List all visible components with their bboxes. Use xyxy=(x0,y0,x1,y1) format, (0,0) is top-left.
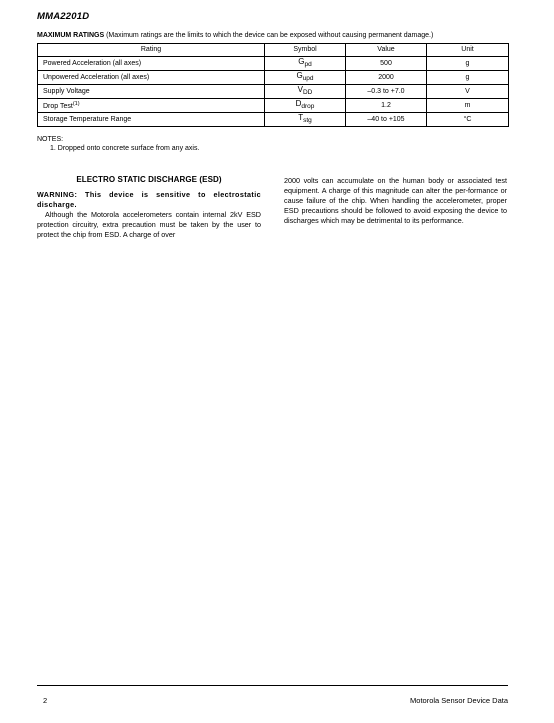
cell-unit: g xyxy=(427,71,509,85)
footer-divider xyxy=(37,685,508,686)
esd-paragraph-right: 2000 volts can accumulate on the human body or associated test equipment. A charge of this magnitude can alter the per-formance or cause failure of the chip. When handling the accelerometer, proper ESD precautions should be followed to avoid exposing the device to discharges which may be detrimental to its performance. xyxy=(284,176,507,226)
symbol-main: V xyxy=(297,85,303,94)
symbol-main: D xyxy=(295,99,302,108)
table-header-row xyxy=(38,44,509,57)
table-row xyxy=(38,57,509,71)
footer-document-title: Motorola Sensor Device Data xyxy=(410,696,508,705)
table-caption xyxy=(37,32,517,39)
symbol-main: G xyxy=(296,71,303,80)
cell-unit: g xyxy=(427,57,509,71)
table-caption-note: (Maximum ratings are the limits to which the device can be exposed without causing permanent damage.) xyxy=(104,32,434,39)
rating-text: Drop Test xyxy=(43,103,73,110)
header-value: Value xyxy=(346,44,427,57)
symbol-subscript: DD xyxy=(302,89,313,96)
symbol-main: T xyxy=(298,113,304,122)
esd-paragraph-left: Although the Motorola accelerometers contain internal 2kV ESD protection circuitry, extra precaution must be taken by the user to protect the chip from ESD. A charge of over xyxy=(37,210,261,240)
table-row xyxy=(38,99,509,113)
cell-unit: m xyxy=(427,99,509,113)
footer-page-number: 2 xyxy=(43,696,48,705)
esd-section-right-column xyxy=(284,176,507,226)
notes-label: NOTES: xyxy=(37,136,64,143)
maximum-ratings-table xyxy=(37,43,509,127)
footnote-reference: (1) xyxy=(72,101,80,107)
note-item: 1. Dropped onto concrete surface from any axis. xyxy=(50,145,200,152)
cell-value: 500 xyxy=(346,57,427,71)
cell-value: –0.3 to +7.0 xyxy=(346,85,427,99)
header-rating: Rating xyxy=(38,44,265,57)
header-symbol: Symbol xyxy=(265,44,346,57)
symbol-main: G xyxy=(298,57,305,66)
cell-symbol xyxy=(265,113,346,127)
table-notes xyxy=(37,135,199,153)
cell-rating: Unpowered Acceleration (all axes) xyxy=(38,71,265,85)
part-number-heading: MMA2201D xyxy=(37,11,90,22)
symbol-subscript: drop xyxy=(301,103,315,110)
cell-rating: Supply Voltage xyxy=(38,85,265,99)
cell-rating: Storage Temperature Range xyxy=(38,113,265,127)
cell-value: –40 to +105 xyxy=(346,113,427,127)
cell-unit: °C xyxy=(427,113,509,127)
cell-rating xyxy=(38,99,265,113)
table-row xyxy=(38,113,509,127)
cell-value: 2000 xyxy=(346,71,427,85)
cell-rating: Powered Acceleration (all axes) xyxy=(38,57,265,71)
cell-value: 1.2 xyxy=(346,99,427,113)
header-unit: Unit xyxy=(427,44,509,57)
table-caption-title: MAXIMUM RATINGS xyxy=(37,32,105,39)
symbol-subscript: stg xyxy=(303,117,312,124)
esd-warning: WARNING: This device is sensitive to electrostatic discharge. xyxy=(37,190,261,210)
cell-symbol xyxy=(265,99,346,113)
cell-symbol xyxy=(265,71,346,85)
symbol-subscript: upd xyxy=(302,75,314,82)
esd-heading: ELECTRO STATIC DISCHARGE (ESD) xyxy=(76,175,222,184)
table-row xyxy=(38,71,509,85)
cell-unit: V xyxy=(427,85,509,99)
table-row xyxy=(38,85,509,99)
cell-symbol xyxy=(265,85,346,99)
cell-symbol xyxy=(265,57,346,71)
symbol-subscript: pd xyxy=(304,61,312,68)
esd-section-left-column xyxy=(37,175,261,241)
